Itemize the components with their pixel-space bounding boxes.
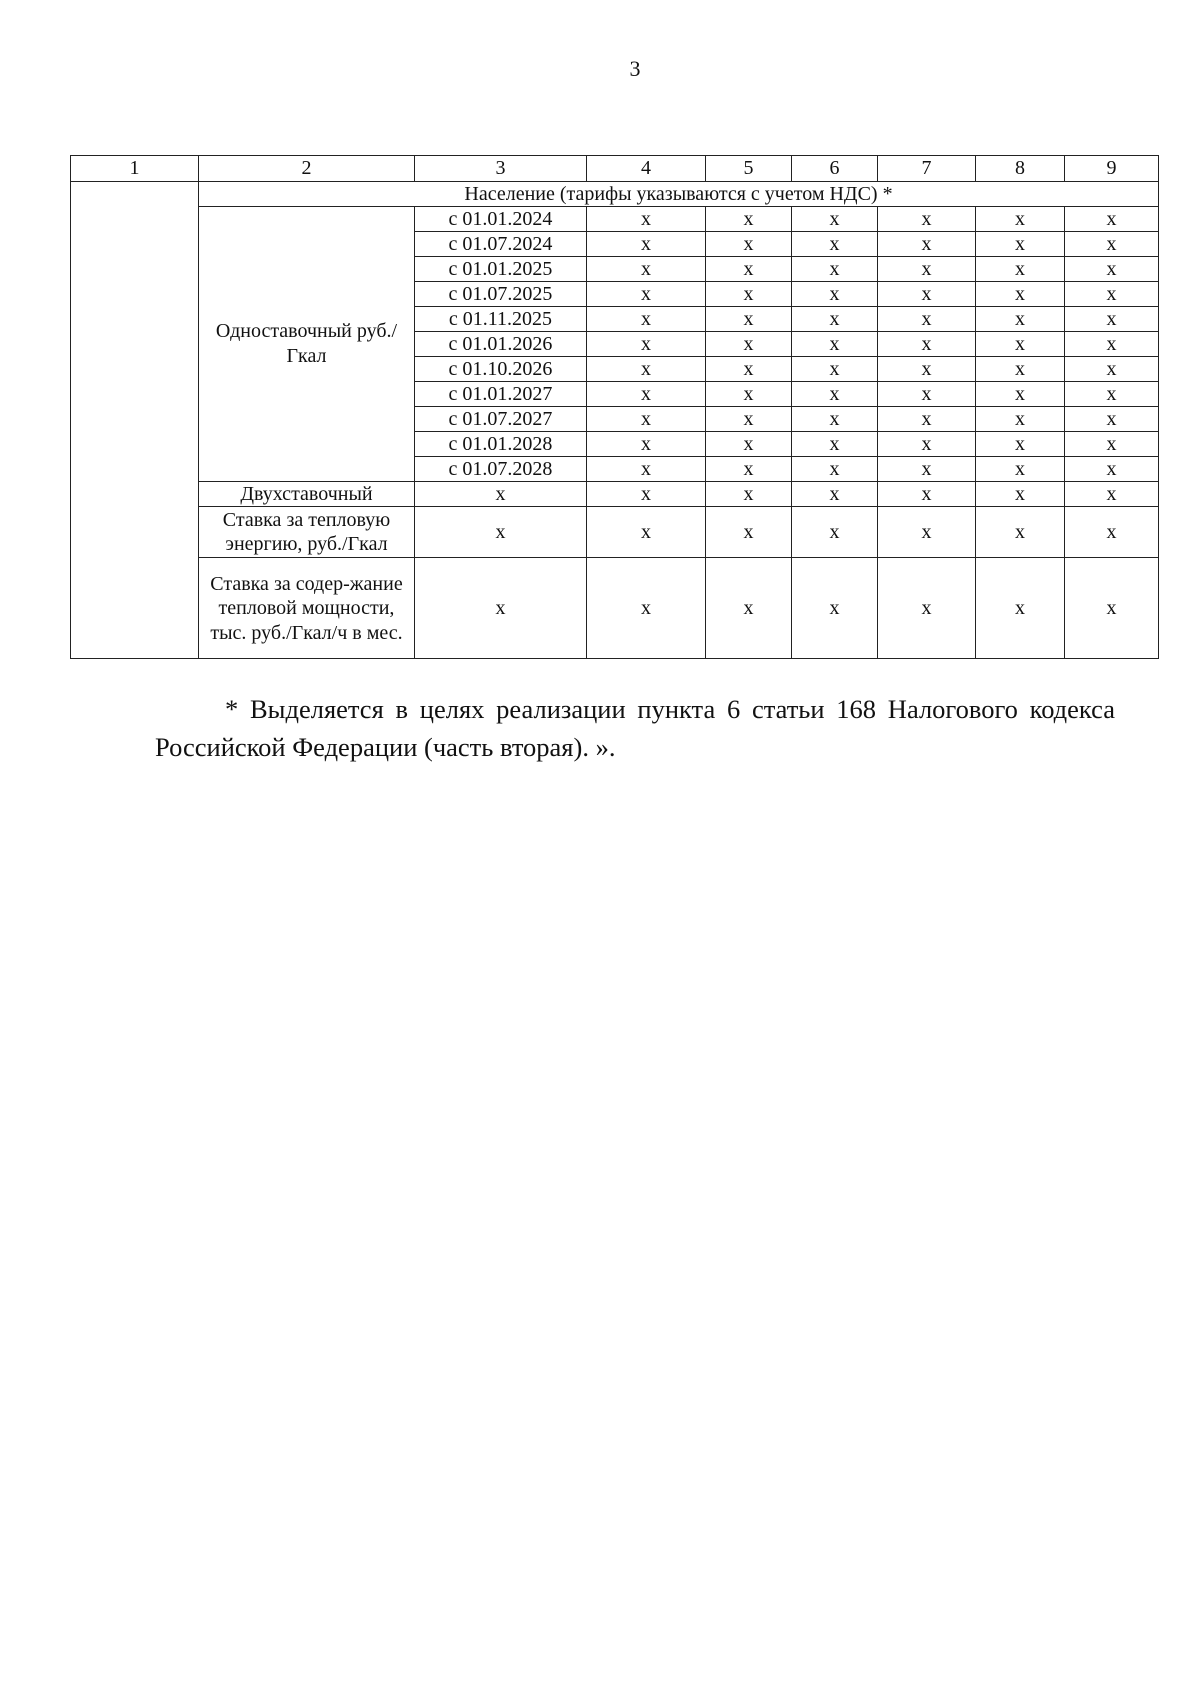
one-rate-label: Одноставочный руб./Гкал <box>199 207 415 482</box>
value-cell: х <box>792 507 878 558</box>
value-cell: х <box>878 207 976 232</box>
value-cell: х <box>587 257 706 282</box>
date-cell: с 01.01.2028 <box>415 432 587 457</box>
value-cell: х <box>587 307 706 332</box>
date-cell: с 01.01.2026 <box>415 332 587 357</box>
value-cell: х <box>976 507 1065 558</box>
date-cell: с 01.07.2027 <box>415 407 587 432</box>
header-row <box>71 156 1159 182</box>
value-cell: х <box>792 307 878 332</box>
value-cell: х <box>706 407 792 432</box>
value-cell: х <box>976 307 1065 332</box>
table-row <box>71 507 1159 558</box>
value-cell: х <box>1065 357 1159 382</box>
value-cell: х <box>878 382 976 407</box>
value-cell: х <box>878 357 976 382</box>
value-cell: х <box>706 457 792 482</box>
value-cell: х <box>976 207 1065 232</box>
value-cell: х <box>878 282 976 307</box>
value-cell: х <box>587 558 706 659</box>
value-cell: х <box>792 457 878 482</box>
header-cell: 6 <box>792 156 878 182</box>
value-cell: х <box>792 558 878 659</box>
value-cell: х <box>587 407 706 432</box>
date-cell: с 01.07.2024 <box>415 232 587 257</box>
header-cell: 7 <box>878 156 976 182</box>
value-cell: х <box>878 482 976 507</box>
value-cell: х <box>878 332 976 357</box>
value-cell: х <box>1065 482 1159 507</box>
value-cell: х <box>792 332 878 357</box>
value-cell: х <box>976 257 1065 282</box>
two-rate-label: Двухставочный <box>199 482 415 507</box>
section-title: Население (тарифы указываются с учетом НДС) * <box>199 182 1159 207</box>
date-cell: с 01.01.2025 <box>415 257 587 282</box>
value-cell: х <box>587 357 706 382</box>
value-cell: х <box>1065 407 1159 432</box>
value-cell: х <box>1065 307 1159 332</box>
table-row <box>71 558 1159 659</box>
value-cell: х <box>587 282 706 307</box>
value-cell: х <box>415 507 587 558</box>
value-cell: х <box>792 232 878 257</box>
empty-column-cell <box>71 182 199 659</box>
page-number: 3 <box>629 56 641 81</box>
table-body <box>71 156 1159 659</box>
date-cell: с 01.01.2024 <box>415 207 587 232</box>
value-cell: х <box>976 357 1065 382</box>
date-cell: с 01.10.2026 <box>415 357 587 382</box>
header-cell: 9 <box>1065 156 1159 182</box>
value-cell: х <box>587 432 706 457</box>
value-cell: х <box>1065 207 1159 232</box>
value-cell: х <box>415 482 587 507</box>
tariff-table <box>70 155 1159 659</box>
value-cell: х <box>792 257 878 282</box>
date-cell: с 01.07.2028 <box>415 457 587 482</box>
value-cell: х <box>976 407 1065 432</box>
value-cell: х <box>1065 507 1159 558</box>
value-cell: х <box>706 332 792 357</box>
value-cell: х <box>706 257 792 282</box>
value-cell: х <box>706 207 792 232</box>
value-cell: х <box>878 407 976 432</box>
value-cell: х <box>792 282 878 307</box>
value-cell: х <box>587 232 706 257</box>
header-cell: 5 <box>706 156 792 182</box>
value-cell: х <box>415 558 587 659</box>
value-cell: х <box>706 558 792 659</box>
header-cell: 1 <box>71 156 199 182</box>
value-cell: х <box>1065 432 1159 457</box>
value-cell: х <box>587 457 706 482</box>
header-cell: 4 <box>587 156 706 182</box>
value-cell: х <box>706 482 792 507</box>
value-cell: х <box>878 307 976 332</box>
value-cell: х <box>976 282 1065 307</box>
value-cell: х <box>1065 558 1159 659</box>
value-cell: х <box>587 482 706 507</box>
value-cell: х <box>706 357 792 382</box>
value-cell: х <box>792 407 878 432</box>
value-cell: х <box>587 382 706 407</box>
value-cell: х <box>706 307 792 332</box>
value-cell: х <box>706 507 792 558</box>
value-cell: х <box>976 457 1065 482</box>
value-cell: х <box>587 207 706 232</box>
value-cell: х <box>976 232 1065 257</box>
value-cell: х <box>1065 257 1159 282</box>
value-cell: х <box>976 332 1065 357</box>
footnote: * Выделяется в целях реализации пункта 6 статьи 168 Налогового кодекса Российской Федерации (часть вторая). ». <box>155 694 1115 763</box>
value-cell: х <box>976 432 1065 457</box>
header-cell: 8 <box>976 156 1065 182</box>
value-cell: х <box>976 558 1065 659</box>
value-cell: х <box>878 507 976 558</box>
value-cell: х <box>1065 332 1159 357</box>
value-cell: х <box>587 507 706 558</box>
header-cell: 2 <box>199 156 415 182</box>
energy-rate-label: Ставка за тепловую энергию, руб./Гкал <box>199 507 415 558</box>
date-cell: с 01.07.2025 <box>415 282 587 307</box>
value-cell: х <box>1065 282 1159 307</box>
value-cell: х <box>792 432 878 457</box>
value-cell: х <box>706 232 792 257</box>
value-cell: х <box>792 207 878 232</box>
value-cell: х <box>878 432 976 457</box>
value-cell: х <box>976 482 1065 507</box>
table-row <box>71 207 1159 232</box>
value-cell: х <box>1065 232 1159 257</box>
value-cell: х <box>976 382 1065 407</box>
value-cell: х <box>792 357 878 382</box>
value-cell: х <box>878 558 976 659</box>
date-cell: с 01.01.2027 <box>415 382 587 407</box>
value-cell: х <box>706 432 792 457</box>
section-row <box>71 182 1159 207</box>
value-cell: х <box>878 457 976 482</box>
capacity-rate-label: Ставка за содер-жание тепловой мощности, тыс. руб./Гкал/ч в мес. <box>199 558 415 659</box>
value-cell: х <box>792 482 878 507</box>
header-cell: 3 <box>415 156 587 182</box>
value-cell: х <box>1065 382 1159 407</box>
value-cell: х <box>792 382 878 407</box>
table-row <box>71 482 1159 507</box>
value-cell: х <box>706 382 792 407</box>
value-cell: х <box>878 232 976 257</box>
value-cell: х <box>878 257 976 282</box>
date-cell: с 01.11.2025 <box>415 307 587 332</box>
value-cell: х <box>1065 457 1159 482</box>
value-cell: х <box>706 282 792 307</box>
value-cell: х <box>587 332 706 357</box>
